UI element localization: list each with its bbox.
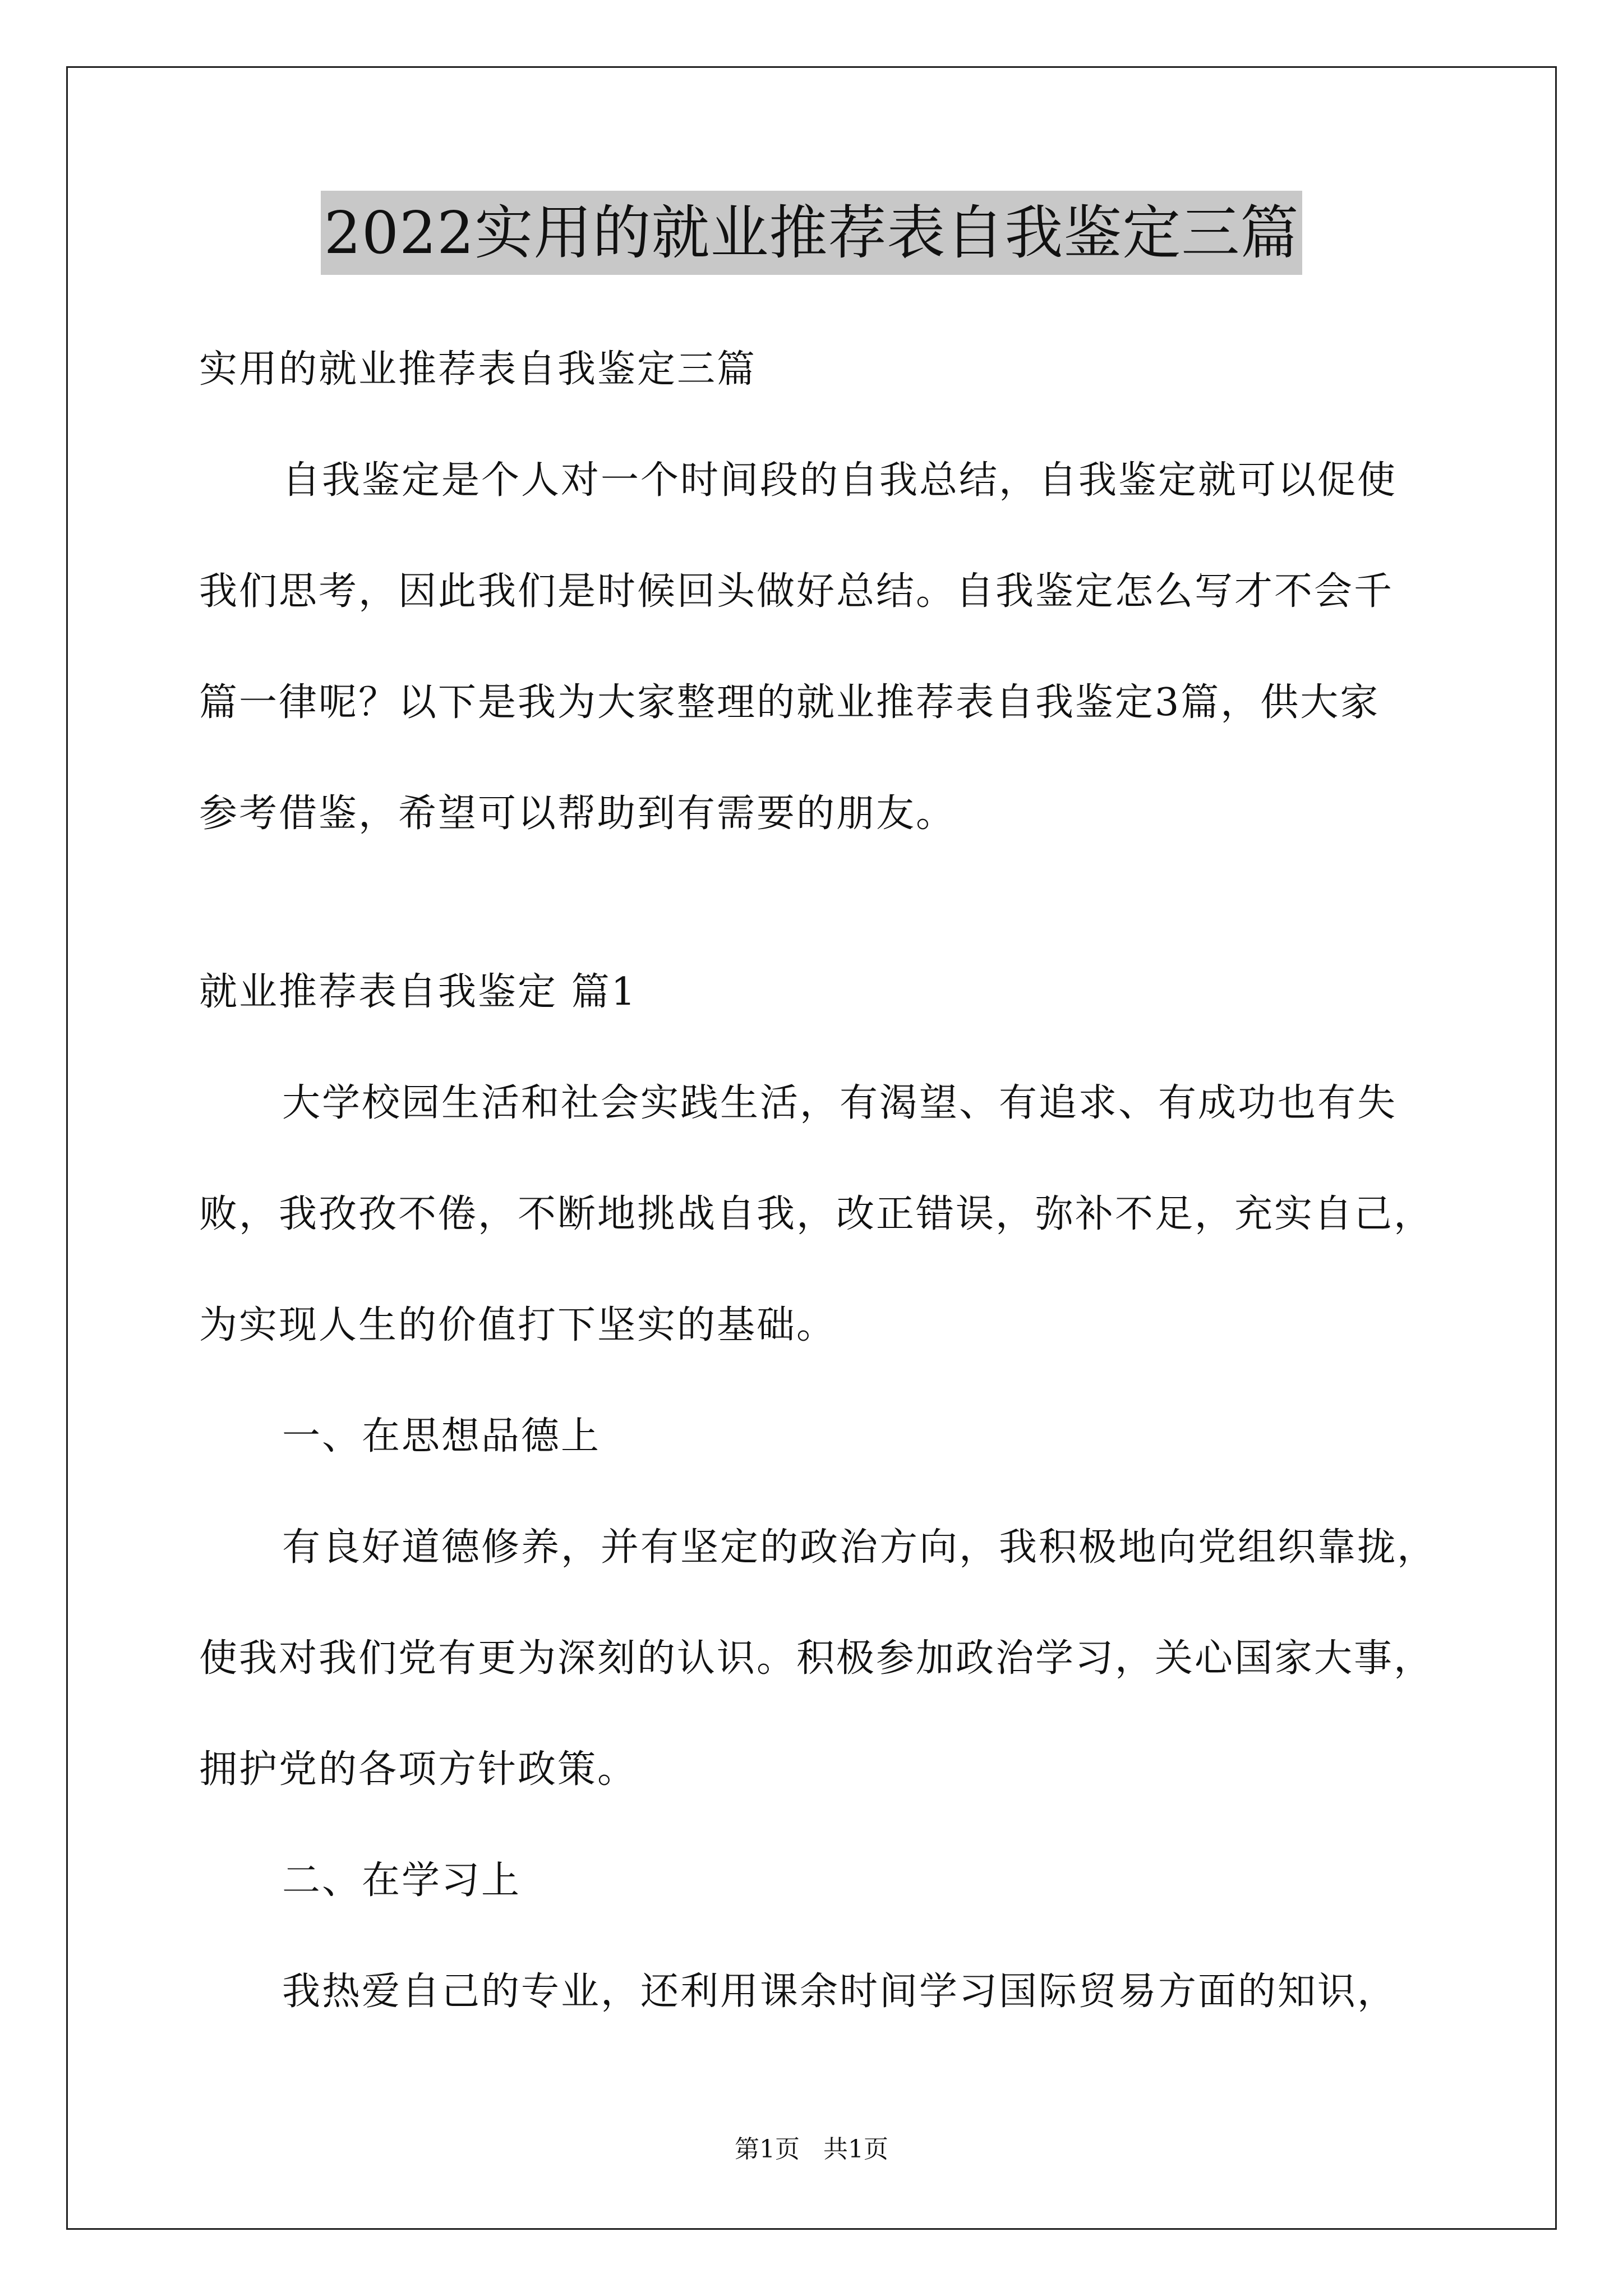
intro-line: 我们思考，因此我们是时候回头做好总结。自我鉴定怎么写才不会千 — [199, 569, 1394, 614]
subtitle: 实用的就业推荐表自我鉴定三篇 — [199, 347, 757, 392]
intro-line: 参考借鉴，希望可以帮助到有需要的朋友。 — [199, 792, 956, 836]
intro-line: 篇一律呢？以下是我为大家整理的就业推荐表自我鉴定3篇，供大家 — [199, 680, 1380, 725]
section-spacer — [199, 869, 1450, 937]
page-footer — [0, 2129, 1623, 2165]
subheading: 一、在思想品德上 — [282, 1414, 601, 1458]
paragraph-line: 有良好道德修养，并有坚定的政治方向，我积极地向党组织靠拢， — [282, 1525, 1437, 1570]
document-body — [199, 314, 1450, 2047]
paragraph-line: 败，我孜孜不倦，不断地挑战自我，改正错误，弥补不足，充实自己， — [199, 1192, 1434, 1236]
paragraph-line: 拥护党的各项方针政策。 — [199, 1747, 638, 1792]
title-container — [0, 191, 1623, 275]
paragraph-line: 为实现人生的价值打下坚实的基础。 — [199, 1303, 837, 1347]
paragraph-line: 使我对我们党有更为深刻的认识。积极参加政治学习，关心国家大事， — [199, 1636, 1434, 1681]
paragraph-line: 我热爱自己的专业，还利用课余时间学习国际贸易方面的知识， — [282, 1970, 1398, 2014]
section-heading: 就业推荐表自我鉴定 篇1 — [199, 970, 637, 1014]
intro-line: 自我鉴定是个人对一个时间段的自我总结，自我鉴定就可以促使 — [282, 458, 1398, 503]
page-number: 第1页 — [735, 2135, 800, 2164]
subheading: 二、在学习上 — [282, 1858, 522, 1903]
document-title: 2022实用的就业推荐表自我鉴定三篇 — [321, 191, 1303, 275]
paragraph-line: 大学校园生活和社会实践生活，有渴望、有追求、有成功也有失 — [282, 1081, 1398, 1125]
page-total: 共1页 — [823, 2135, 888, 2164]
